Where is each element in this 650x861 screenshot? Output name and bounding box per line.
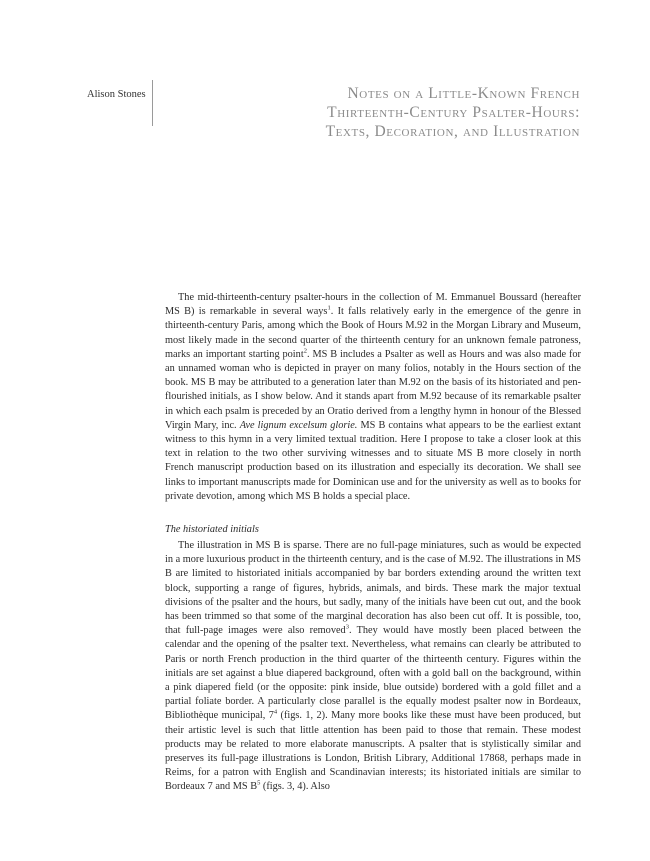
- hymn-incipit: Ave lignum excelsum glorie.: [239, 419, 358, 431]
- article-title: [220, 84, 580, 141]
- section-heading: The historiated initials: [165, 524, 259, 535]
- footnote-ref-4: 4: [273, 709, 278, 717]
- intro-text-1: The mid-thirteenth-century psalter-hours in the collection of M. Emmanuel Boussard (hereafter MS B) is remarkable in several ways: [165, 292, 581, 318]
- header-divider: [152, 80, 153, 126]
- intro-paragraph: [165, 291, 581, 504]
- title-line-1: Notes on a Little-Known French: [347, 85, 580, 102]
- section-text-1: The illustration in MS B is sparse. There are no full-page miniatures, such as would be expected in a more luxurious product in the thirteenth century, and is the case of M.92. The illustrations in MS B are limited to historiated initials accompanied by bar borders extending around the written text block, supporting a range of figures, hybrids, animals, and birds. These mark the major textual divisions of the psalter and the hours, but sadly, many of the initials have been cut out, and the book has been trimmed so that some of the marginal decoration has also been cut off. It is possible, too, that full-page images were also removed: [165, 540, 581, 637]
- intro-text-3: . MS B includes a Psalter as well as Hours and was also made for an unnamed woman who is depicted in prayer on many folios, notably in the Hours section of the book. MS B may be attributed to a generation later than M.92 on the basis of its historiated and pen-flourished initials, as I show below. And it stands apart from M.92 because of its remarkable psalter in which each psalm is preceded by an Oratio derived from a lengthy hymn in honour of the Blessed Virgin Mary, inc.: [165, 348, 581, 431]
- footnote-ref-3: 3: [345, 623, 349, 631]
- author-name: Alison Stones: [87, 89, 146, 100]
- footnote-ref-2: 2: [303, 347, 307, 355]
- title-line-3: Texts, Decoration, and Illustration: [325, 123, 580, 140]
- intro-text-2: . It falls relatively early in the emergence of the genre in thirteenth-century Paris, among which the Book of Hours M.92 in the Morgan Library and Museum, most likely made in the second quarter of the thirteenth century for an unknown female patroness, marks an important starting point: [165, 306, 581, 360]
- title-line-2: Thirteenth-Century Psalter-Hours:: [327, 104, 580, 121]
- section-paragraph: [165, 539, 581, 795]
- footnote-ref-1: 1: [327, 304, 331, 312]
- section-text-3: (figs. 1, 2). Many more books like these must have been produced, but their artistic level is such that little attention has been paid to those that remain. These modest products may be related to more elaborate manuscripts. A psalter that is stylistically similar and preserves its full-page illustrations is London, British Library, Additional 17868, perhaps made in Reims, for a patron with English and Scandinavian interests; its historiated initials are similar to Bordeaux 7 and MS B: [165, 710, 582, 793]
- footnote-ref-5: 5: [257, 780, 261, 788]
- section-text-2: . They would have mostly been placed between the calendar and the opening of the psalter text. Nevertheless, what remains can clearly be attributed to Paris or north French production in the third quarter of the thirteenth century. Figures within the initials are set against a blue diapered background, often with a gold ball on the background, within a pink diapered field (or the opposite: pink inside, blue outside) bordered with a gold fillet and a partial foliate border. A particularly close parallel is the equally modest psalter now in Bordeaux, Bibliothèque municipal, 7: [165, 625, 581, 722]
- section-text-4: (figs. 3, 4). Also: [260, 781, 330, 793]
- intro-text-4: MS B contains what appears to be the earliest extant witness to this hymn in a very limited textual tradition. Here I propose to take a closer look at this text in relation to the two other surviving witnesses and to situate MS B more closely in north French manuscript production based on its illustration and especially its decoration. We shall see links to important manuscripts made for Dominican use and for the university as well as to books for private devotion, among which MS B holds a special place.: [165, 419, 582, 502]
